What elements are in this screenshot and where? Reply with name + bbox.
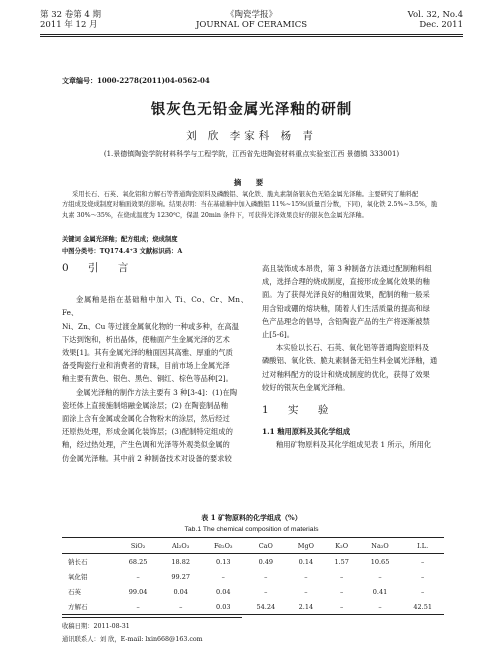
body-line: 磷酸铝、氧化铁、脆丸素制备无铅生料金属光泽釉，通 — [262, 356, 438, 366]
table-cell: 1.57 — [334, 557, 349, 566]
table-title: 表 1 矿物原料的化学组成（%） — [201, 513, 302, 522]
contact-author: 通讯联系人：刘 欣，E-mail: lxin668@163.com — [62, 636, 203, 643]
abstract-line: 方组成及烧成制度对釉面效果的影响。结果表明：当在基础釉中加入磷酸铝 11%~15%(质量百分数，下同)，氧化铁 2.5%~3.5%，脆 — [62, 201, 438, 209]
table-cell: 0.41 — [372, 587, 388, 596]
table-header-cell: I.L. — [401, 538, 444, 554]
section-heading-experiment: 1 实 验 — [262, 404, 337, 417]
table-cell: – — [304, 572, 308, 581]
table-cell: – — [378, 572, 382, 581]
body-line: 面涂上含有金属或金属化合物粉末的涂层，然后经过 — [62, 414, 230, 424]
body-line: 瓷坯体上直接施制熔融金属涂层；(2) 在陶瓷制品釉 — [62, 400, 228, 410]
table-header-cell: Al₂O₃ — [159, 538, 202, 554]
subsection-heading: 1.1 釉用原料及其化学组成 — [262, 427, 351, 437]
received-date: 收稿日期：2011-08-31 — [62, 623, 130, 630]
table-row — [62, 584, 444, 599]
table-cell: 10.65 — [370, 557, 390, 566]
table-cell: 42.51 — [401, 599, 444, 615]
table-cell: – — [117, 599, 160, 615]
body-line: 较好的银灰色金属光泽釉。 — [262, 382, 350, 392]
table-header-cell: CaO — [245, 538, 288, 554]
paper-title: 银灰色无铅金属光泽釉的研制 — [150, 101, 353, 118]
table-cell: 54.24 — [245, 599, 288, 615]
abstract-line: 丸素 30%～35%，在烧成温度为 1230℃，保温 20min 条件下，可获得光泽效果良好的银灰色金属光泽釉。 — [62, 211, 368, 219]
header-rule — [40, 34, 463, 35]
issue-date-en: Dec. 2011 — [419, 20, 463, 30]
table-cell: 68.25 — [128, 557, 148, 566]
table-header-cell — [62, 538, 117, 554]
right-column-text — [262, 262, 444, 452]
body-line: 面。为了获得光泽良好的釉面效果，配制的釉一般采 — [262, 290, 430, 300]
body-line: 金属釉是指在基础釉中加入 Ti、Co、Cr、Mn、Fe、 — [62, 295, 248, 318]
table-row — [62, 554, 444, 570]
table-cell: – — [304, 587, 308, 596]
article-number: 文章编号：1000-2278(2011)04-0562-04 — [62, 76, 210, 85]
body-line: Ni、Zn、Cu 等过渡金属氧化物的一种或多种，在高温 — [62, 321, 240, 331]
table-cell: 方解石 — [62, 599, 117, 615]
body-line: 金属光泽釉的制作方法主要有 3 种[3-4]：(1)在陶 — [76, 387, 238, 397]
table-cell: 0.04 — [173, 587, 188, 596]
table-header-cell: Na₂O — [359, 538, 402, 554]
table-row — [62, 599, 444, 615]
journal-name-cn: 《陶瓷学报》 — [225, 10, 277, 20]
abstract-line: 采用长石、石英、氧化铝和方解石等普通陶瓷原料及磷酸铝、氧化铁、脆丸素制备银灰色无铅金属光泽釉。主要研究了釉料配 — [72, 191, 419, 198]
body-line: 下达到饱和，析出晶体，使釉面产生金属光泽的艺术 — [62, 334, 230, 344]
body-line: 还原热处理，形成金属化装饰层；(3)配制特定组成的 — [62, 427, 233, 437]
body-line: 釉用矿物原料及其化学组成见表 1 所示，所用化 — [276, 440, 432, 450]
header-rule-thin — [40, 36, 463, 37]
affiliation: (1.景德镇陶瓷学院材料科学与工程学院，江西省先进陶瓷材料重点实验室江西 景德镇 333001) — [103, 150, 400, 158]
body-line: 仿金属光泽釉。其中前 2 种制备技术对设备的要求较 — [62, 453, 232, 463]
table-cell: – — [159, 599, 202, 615]
table-cell: – — [421, 557, 425, 566]
body-line: 成，选择合理的烧成制度，直接形成金属化效果的釉 — [262, 277, 430, 287]
table-header-cell: K₂O — [325, 538, 359, 554]
table-cell: – — [325, 599, 359, 615]
running-header-vol-en — [408, 10, 463, 30]
table-cell: 0.03 — [202, 599, 244, 615]
table-cell: – — [264, 572, 268, 581]
table-cell: – — [340, 587, 344, 596]
footnote-rule — [62, 617, 242, 618]
classification-codes: 中图分类号：TQ174.4⁺3 文献标识码：A — [62, 248, 183, 255]
table-cell: 氧化铝 — [68, 573, 88, 581]
body-line: 备受陶瓷行业和消费者的青睐，目前市场上金属光泽 — [62, 361, 230, 371]
body-line: 色产品理念的倡导，含铅陶瓷产品的生产将逐渐被禁 — [262, 316, 430, 326]
table-cell: 0.14 — [298, 557, 314, 566]
author-list: 刘 欣 李家科 杨 青 — [186, 130, 317, 142]
body-line: 釉，经过热处理，产生色调和光泽等外观类似金属的 — [62, 440, 230, 450]
table-cell: – — [359, 599, 402, 615]
body-line: 过对釉料配方的设计和烧成制度的优化，获得了效果 — [262, 369, 430, 379]
table-subtitle: Tab.1 The chemical composition of materials — [184, 526, 319, 533]
volume-issue: 第 32 卷第 4 期 — [40, 10, 102, 20]
table-cell: – — [421, 572, 425, 581]
table-header-row — [62, 538, 444, 554]
table-cell: 0.13 — [216, 557, 231, 566]
table-cell: 钠长石 — [68, 558, 88, 566]
body-line: 本实验以长石、石英、氧化铝等普通陶瓷原料及 — [276, 343, 430, 353]
table-cell: 99.27 — [171, 572, 191, 581]
composition-table — [62, 537, 444, 615]
body-line: 高且装饰成本昂贵，第 3 种制备方法通过配制釉料组 — [262, 264, 432, 273]
volume-issue-en: Vol. 32, No.4 — [407, 10, 463, 20]
body-line: 效果[1]。其有金属光泽的釉面因其高雅、厚重的气质 — [62, 348, 233, 358]
table-cell: – — [221, 572, 225, 581]
issue-date: 2011 年 12 月 — [40, 20, 98, 30]
table-cell: 2.14 — [287, 599, 325, 615]
table-header-cell: Fe₂O₃ — [202, 538, 244, 554]
table-cell: 99.04 — [128, 587, 148, 596]
table-cell: – — [136, 572, 140, 581]
intro-section — [62, 262, 248, 465]
table-cell: 18.82 — [171, 557, 191, 566]
abstract-body — [62, 190, 444, 221]
table-cell: 0.49 — [258, 557, 274, 566]
journal-name-en: JOURNAL OF CERAMICS — [195, 20, 308, 30]
keywords: 关键词 金属光泽釉；配方组成；烧成制度 — [62, 236, 178, 243]
table-cell: – — [421, 587, 425, 596]
table-row — [62, 569, 444, 584]
body-line: 用含铅或硼的熔块釉，随着人们生活质量的提高和绿 — [262, 303, 430, 313]
body-line: 釉主要有黄色、银色、黑色、铜红、棕色等品种[2]。 — [62, 374, 233, 384]
table-header-cell: MgO — [287, 538, 325, 554]
abstract-heading: 摘 要 — [233, 178, 270, 187]
table-cell: 石英 — [68, 588, 81, 596]
table-header-cell: SiO₂ — [117, 538, 160, 554]
table-cell: – — [264, 587, 268, 596]
body-line: 止[5-6]。 — [262, 330, 295, 340]
table-cell: 0.04 — [216, 587, 231, 596]
section-heading-intro: 0 引 言 — [62, 262, 137, 274]
table-cell: – — [340, 572, 344, 581]
